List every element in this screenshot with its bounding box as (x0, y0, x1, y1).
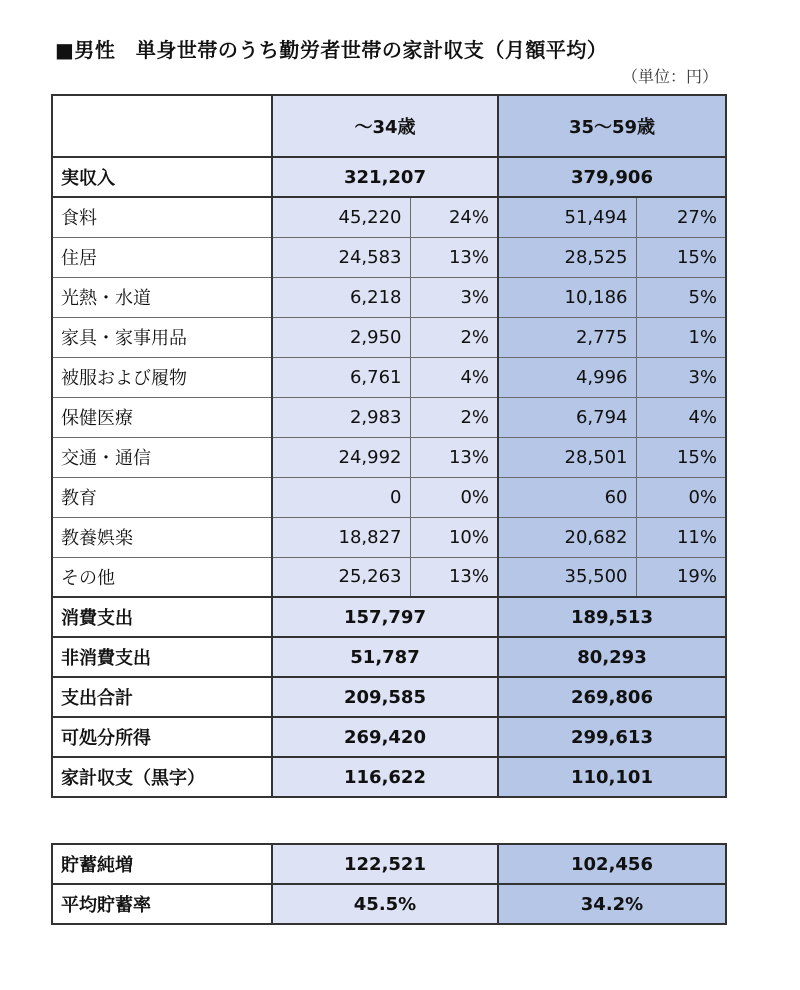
summary-label: 非消費支出 (52, 637, 272, 677)
expense-label: 被服および履物 (52, 357, 272, 397)
expense-amount-under-34: 24,583 (272, 237, 410, 277)
expense-amount-35-59: 51,494 (498, 197, 636, 237)
expense-amount-under-34: 6,218 (272, 277, 410, 317)
expense-share-under-34: 13% (410, 437, 498, 477)
expense-row (52, 197, 726, 237)
expense-share-35-59: 5% (636, 277, 726, 317)
summary-value-under-34: 116,622 (272, 757, 498, 797)
expense-label: 教養娯楽 (52, 517, 272, 557)
expense-amount-35-59: 6,794 (498, 397, 636, 437)
summary-value-35-59: 299,613 (498, 717, 726, 757)
expense-share-35-59: 19% (636, 557, 726, 597)
expense-share-under-34: 13% (410, 237, 498, 277)
expense-amount-under-34: 2,983 (272, 397, 410, 437)
expense-amount-35-59: 2,775 (498, 317, 636, 357)
income-row (52, 157, 726, 197)
income-value-under-34: 321,207 (272, 157, 498, 197)
expense-amount-under-34: 18,827 (272, 517, 410, 557)
expense-amount-35-59: 35,500 (498, 557, 636, 597)
expense-row (52, 397, 726, 437)
expense-amount-under-34: 25,263 (272, 557, 410, 597)
expense-label: 家具・家事用品 (52, 317, 272, 357)
page-title: ■男性 単身世帯のうち勤労者世帯の家計収支（月額平均） (55, 38, 608, 62)
savings-value-35-59: 34.2% (498, 884, 726, 924)
expense-share-under-34: 2% (410, 397, 498, 437)
household-budget-table (51, 94, 727, 798)
column-header-35-59: 35～59歳 (498, 95, 726, 157)
summary-row (52, 597, 726, 637)
savings-label: 貯蓄純増 (52, 844, 272, 884)
expense-share-35-59: 15% (636, 237, 726, 277)
expense-share-35-59: 1% (636, 317, 726, 357)
expense-amount-35-59: 28,525 (498, 237, 636, 277)
expense-share-35-59: 11% (636, 517, 726, 557)
summary-label: 消費支出 (52, 597, 272, 637)
expense-row (52, 237, 726, 277)
expense-amount-under-34: 45,220 (272, 197, 410, 237)
expense-amount-under-34: 6,761 (272, 357, 410, 397)
expense-row (52, 317, 726, 357)
expense-share-under-34: 10% (410, 517, 498, 557)
summary-label: 支出合計 (52, 677, 272, 717)
savings-value-35-59: 102,456 (498, 844, 726, 884)
summary-value-35-59: 189,513 (498, 597, 726, 637)
expense-share-under-34: 4% (410, 357, 498, 397)
savings-value-under-34: 45.5% (272, 884, 498, 924)
expense-row (52, 557, 726, 597)
savings-value-under-34: 122,521 (272, 844, 498, 884)
expense-row (52, 517, 726, 557)
summary-value-35-59: 269,806 (498, 677, 726, 717)
summary-value-under-34: 209,585 (272, 677, 498, 717)
unit-label: （単位：円） (621, 67, 718, 86)
summary-row (52, 677, 726, 717)
expense-label: 保健医療 (52, 397, 272, 437)
expense-share-35-59: 27% (636, 197, 726, 237)
expense-share-35-59: 4% (636, 397, 726, 437)
expense-label: 交通・通信 (52, 437, 272, 477)
savings-row (52, 844, 726, 884)
expense-row (52, 437, 726, 477)
expense-label: 教育 (52, 477, 272, 517)
savings-row (52, 884, 726, 924)
expense-amount-under-34: 0 (272, 477, 410, 517)
summary-label: 家計収支（黒字） (52, 757, 272, 797)
expense-share-35-59: 3% (636, 357, 726, 397)
expense-amount-35-59: 60 (498, 477, 636, 517)
summary-value-under-34: 157,797 (272, 597, 498, 637)
expense-row (52, 277, 726, 317)
expense-amount-35-59: 4,996 (498, 357, 636, 397)
summary-label: 可処分所得 (52, 717, 272, 757)
expense-amount-35-59: 28,501 (498, 437, 636, 477)
summary-value-35-59: 110,101 (498, 757, 726, 797)
header-corner-cell (52, 95, 272, 157)
expense-share-35-59: 15% (636, 437, 726, 477)
expense-share-under-34: 13% (410, 557, 498, 597)
expense-share-under-34: 24% (410, 197, 498, 237)
income-label: 実収入 (52, 157, 272, 197)
expense-row (52, 477, 726, 517)
savings-label: 平均貯蓄率 (52, 884, 272, 924)
summary-row (52, 757, 726, 797)
expense-share-under-34: 0% (410, 477, 498, 517)
savings-table (51, 843, 727, 925)
expense-amount-35-59: 10,186 (498, 277, 636, 317)
summary-value-35-59: 80,293 (498, 637, 726, 677)
expense-amount-under-34: 2,950 (272, 317, 410, 357)
expense-share-35-59: 0% (636, 477, 726, 517)
summary-row (52, 717, 726, 757)
expense-label: 光熱・水道 (52, 277, 272, 317)
income-value-35-59: 379,906 (498, 157, 726, 197)
expense-share-under-34: 3% (410, 277, 498, 317)
expense-row (52, 357, 726, 397)
expense-label: その他 (52, 557, 272, 597)
expense-label: 住居 (52, 237, 272, 277)
header-row (52, 95, 726, 157)
summary-value-under-34: 269,420 (272, 717, 498, 757)
summary-row (52, 637, 726, 677)
column-header-under-34: ～34歳 (272, 95, 498, 157)
summary-value-under-34: 51,787 (272, 637, 498, 677)
expense-amount-under-34: 24,992 (272, 437, 410, 477)
expense-label: 食料 (52, 197, 272, 237)
expense-amount-35-59: 20,682 (498, 517, 636, 557)
expense-share-under-34: 2% (410, 317, 498, 357)
